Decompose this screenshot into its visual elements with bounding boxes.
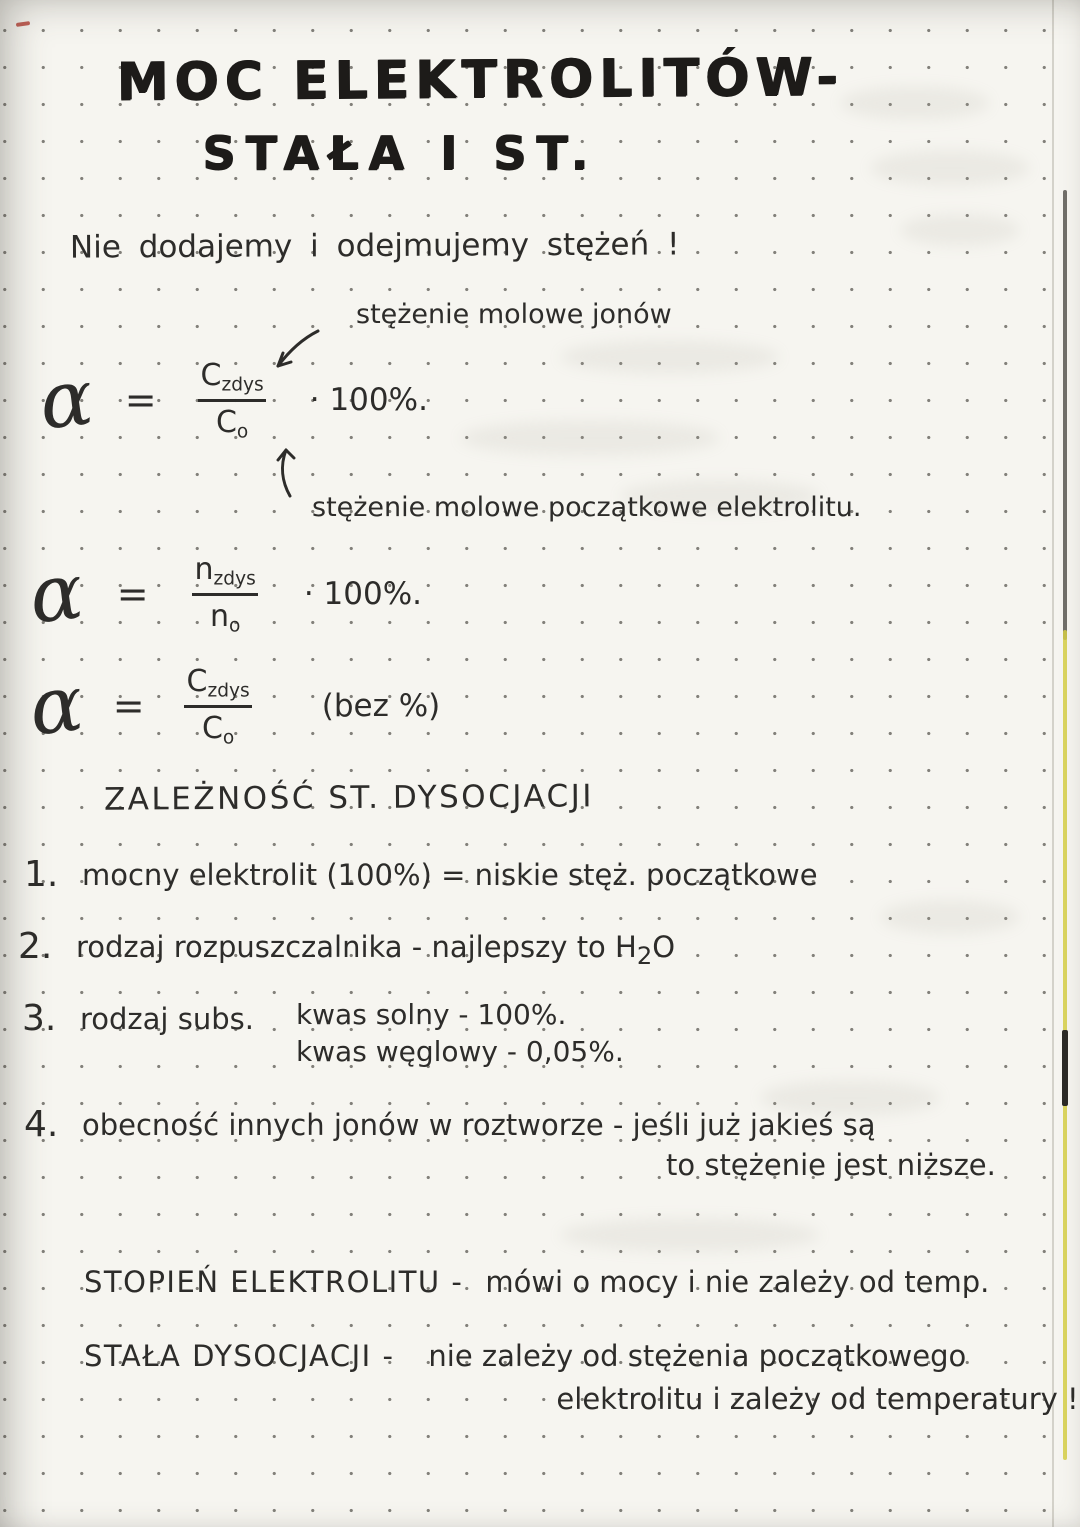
bleed-through-smudge [870, 150, 1030, 186]
fraction-numerator [183, 552, 268, 593]
text-post: O [652, 930, 676, 964]
denominator-main: n [209, 598, 229, 634]
page-edge-line [1052, 0, 1054, 1527]
formula-suffix: · 100%. [309, 382, 428, 419]
numerator-main: n [194, 552, 214, 587]
list-item-3 [22, 998, 624, 1068]
definition-text-block [428, 1336, 1078, 1416]
corner-mark [16, 21, 30, 27]
list-item-number: 4. [24, 1104, 59, 1145]
fraction [175, 664, 262, 748]
definition-text-line2: elektrolitu i zależy od temperatury ! [556, 1382, 1079, 1416]
formula-alpha-no-percent [25, 658, 441, 754]
numerator-main: C [186, 664, 208, 699]
list-item-1 [24, 854, 818, 895]
fraction [189, 358, 276, 442]
annotation-denominator: stężenie molowe początkowe elektrolitu. [312, 492, 862, 523]
annotation-numerator: stężenie molowe jonów [356, 299, 672, 330]
fraction-numerator [189, 358, 276, 399]
fraction-denominator [184, 705, 252, 749]
list-item-examples [296, 998, 624, 1068]
equals-sign: = [124, 378, 157, 423]
subscript: 2 [636, 941, 653, 970]
fraction-denominator [198, 399, 266, 443]
arrow-up-icon [276, 446, 300, 500]
numerator-sub: zdys [207, 680, 250, 702]
list-item-number: 2. [18, 926, 53, 967]
bleed-through-smudge [840, 86, 990, 120]
numerator-main: C [200, 358, 222, 393]
list-item-number: 3. [22, 998, 57, 1039]
page-title-line1: MOC ELEKTROLITÓW- [116, 47, 844, 113]
list-item-text: obecność innych jonów w roztworze - jeśli już jakieś są [82, 1108, 876, 1142]
equals-sign: = [112, 684, 145, 729]
denominator-sub: o [222, 727, 235, 749]
fraction-denominator [192, 593, 258, 637]
denominator-sub: o [236, 421, 249, 443]
formula-alpha-moles [25, 546, 422, 642]
definition-stala [84, 1336, 1079, 1416]
formula-alpha-concentration [35, 352, 428, 448]
list-item-text: rodzaj subs. [80, 1002, 254, 1036]
numerator-sub: zdys [213, 568, 256, 590]
page-title-line2: STAŁA I ST. [202, 126, 598, 180]
text-pre: rodzaj rozpuszczalnika - najlepszy to H [76, 930, 637, 964]
bleed-through-smudge [560, 1218, 820, 1252]
list-item-text: mocny elektrolit (100%) = niskie stęż. początkowe [82, 858, 818, 892]
equals-sign: = [116, 572, 149, 617]
alpha-symbol: α [25, 658, 88, 754]
alpha-symbol: α [25, 546, 88, 642]
intro-note: Nie dodajemy i odejmujemy stężeń ! [69, 226, 680, 266]
list-item-2 [18, 926, 675, 970]
bleed-through-smudge [900, 214, 1020, 246]
definition-text: mówi o mocy i nie zależy od temp. [485, 1265, 990, 1299]
denominator-main: C [215, 404, 237, 440]
list-item-number: 1. [24, 854, 59, 895]
alpha-symbol: α [35, 352, 98, 448]
next-page-edge-dark2 [1062, 1030, 1068, 1106]
bleed-through-smudge [560, 340, 780, 374]
formula-suffix: (bez %) [321, 688, 441, 725]
example-line-1: kwas solny - 100%. [295, 998, 567, 1031]
numerator-sub: zdys [221, 374, 264, 396]
definition-stopien [84, 1262, 989, 1299]
formula-suffix: · 100%. [303, 576, 422, 613]
fraction [183, 552, 268, 636]
definition-text-line1: nie zależy od stężenia początkowego [428, 1339, 967, 1373]
list-item-4 [24, 1104, 876, 1145]
definition-label: STAŁA DYSOCJACJI - [84, 1339, 395, 1373]
bleed-through-smudge [460, 420, 720, 456]
definition-label: STOPIEŃ ELEKTROLITU - [84, 1265, 464, 1299]
example-line-2: kwas węglowy - 0,05%. [295, 1035, 624, 1068]
fraction-numerator [175, 664, 262, 705]
section-heading: ZALEŻNOŚĆ ST. DYSOCJACJI [103, 778, 595, 818]
list-item-text [76, 926, 675, 970]
denominator-main: C [201, 710, 223, 746]
next-page-edge-dark [1063, 190, 1067, 640]
denominator-sub: o [228, 615, 241, 637]
bleed-through-smudge [880, 900, 1020, 934]
list-item-4-continuation: to stężenie jest niższe. [666, 1148, 996, 1182]
